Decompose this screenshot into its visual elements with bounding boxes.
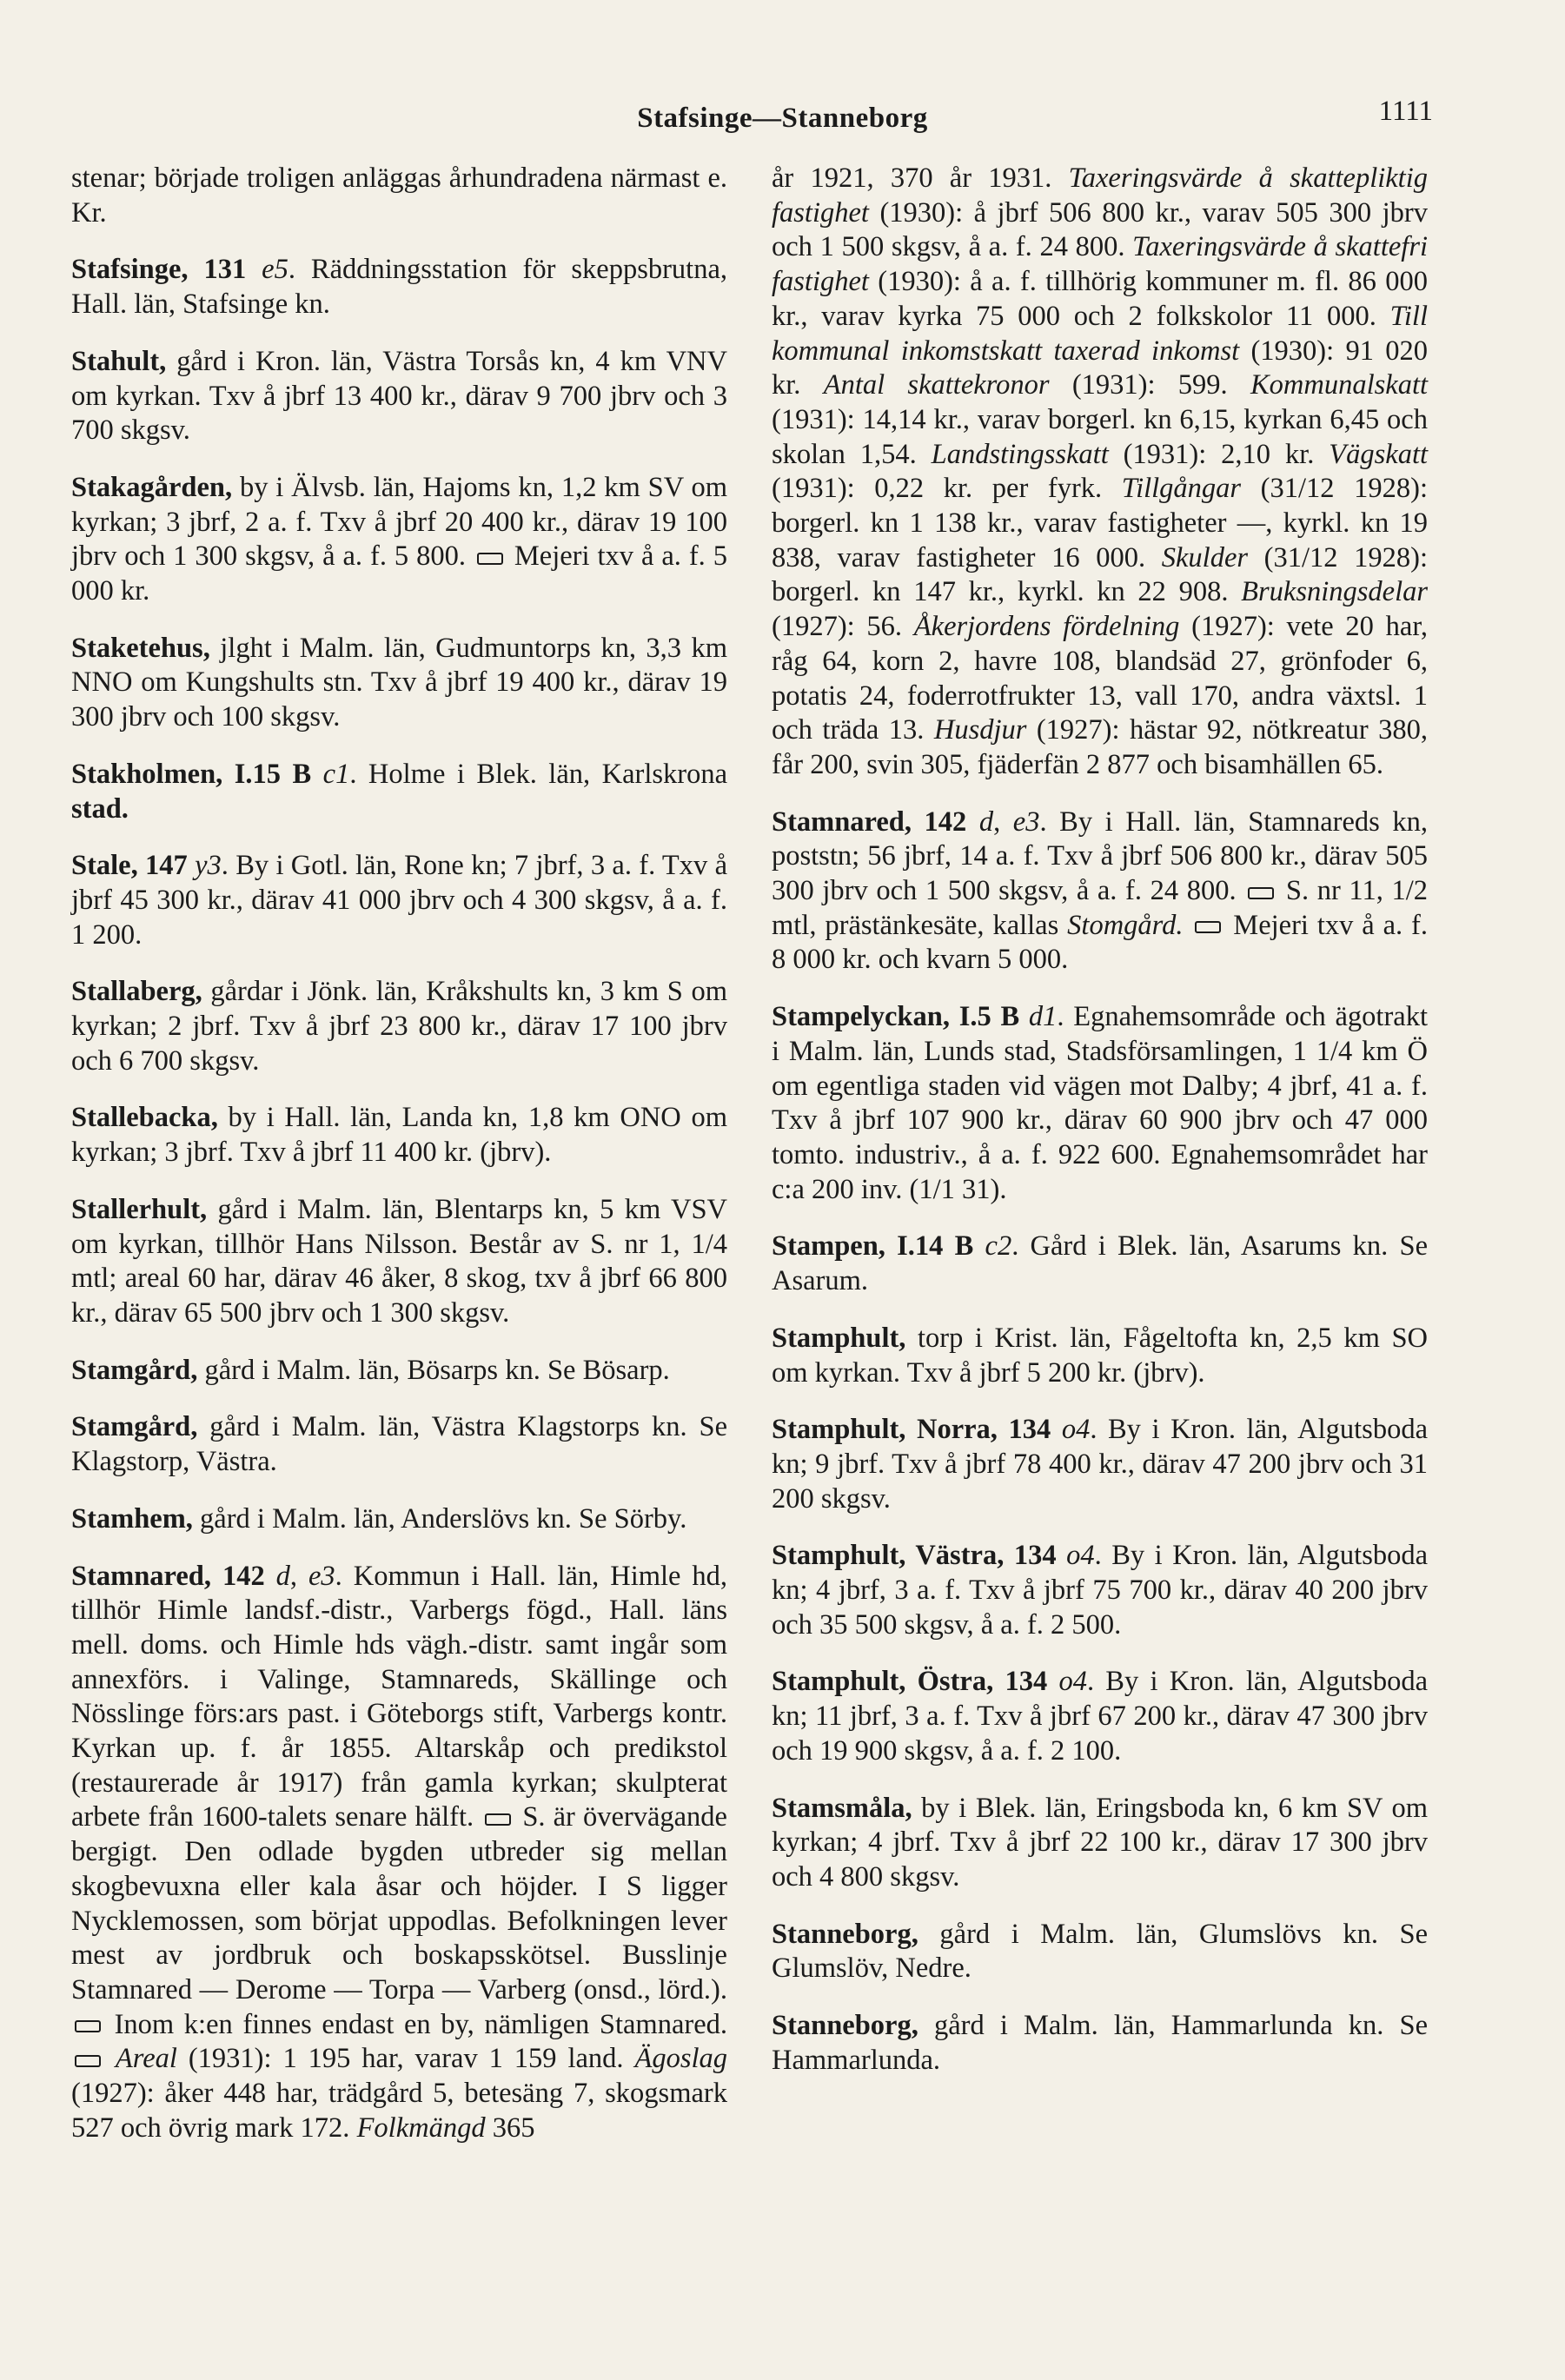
entry-headword: Stamphult, Östra, 134 (772, 1666, 1048, 1698)
section-symbol-icon (75, 2055, 101, 2067)
italic-term: c2 (985, 1230, 1012, 1263)
entry-text: (1930): å jbrf 506 800 kr., varav 505 300 jbrv och 1 500 skgsv, å a. f. 24 800. (772, 196, 1428, 263)
entry-text: gård i Malm. län, Glumslövs kn. Se Glumslöv, Nedre. (772, 1918, 1428, 1985)
entry-text: Inom k:en finnes endast en by, nämligen Stamnared. (104, 2008, 727, 2040)
gazetteer-entry (772, 1413, 1428, 1516)
entry-headword: Stamphult, Norra, 134 (772, 1414, 1051, 1446)
entry-text: . By i Hall. län, Stamnareds kn, poststn; 56 jbrf, 14 a. f. Txv å jbrf 506 800 kr., därav 505 300 jbrv och 1 500 skgsv, å a. f. 24 800. (772, 805, 1428, 907)
italic-term: Skulder (1161, 541, 1249, 573)
entry-text: (1927): hästar 92, nötkreatur 380, får 200, svin 305, fjäderfän 2 877 och bisamhällen 65. (772, 714, 1428, 780)
entry-text: (1927): vete 20 har, råg 64, korn 2, havre 108, blandsäd 27, grönfoder 6, potatis 24, foderrotfrukter 13, vall 170, andra växtsl. 1 och träda 13. (772, 611, 1428, 746)
entry-text: . Holme i Blek. län, Karlskrona (349, 758, 728, 790)
entry-text (104, 2043, 116, 2074)
running-head: Stafsinge—Stanneborg (637, 103, 928, 134)
gazetteer-entry (71, 1354, 727, 1389)
entry-headword: Stamhem, (71, 1502, 193, 1535)
right-column (772, 162, 1428, 2100)
italic-term: Folkmängd (356, 2112, 486, 2144)
entry-headword: Stallerhult, (71, 1193, 208, 1225)
italic-term: o4 (1066, 1540, 1095, 1572)
gazetteer-entry (772, 1230, 1428, 1298)
entry-headword: Stamphult, Västra, 134 (772, 1540, 1057, 1572)
entry-headword: Stanneborg, (772, 1918, 918, 1950)
gazetteer-entry (772, 1665, 1428, 1768)
entry-text: Mejeri txv å a. f. 8 000 kr. och kvarn 5 000. (772, 909, 1429, 976)
italic-term: Till kommunal inkomstskatt taxerad inkomst (772, 300, 1428, 367)
italic-term: Kommunalskatt (1250, 369, 1429, 401)
entry-text (1184, 910, 1192, 941)
entry-text: , (993, 805, 1013, 838)
entry-text: 365 (485, 2112, 535, 2144)
entry-text (1057, 1540, 1067, 1571)
italic-term: Antal skattekronor (823, 369, 1050, 401)
gazetteer-entry (772, 1918, 1428, 1986)
entry-text: jlght i Malm. län, Gudmuntorps kn, 3,3 km NNO om Kungshults stn. Txv å jbrf 19 400 kr., därav 19 300 jbrv och 100 skgsv. (71, 632, 727, 733)
entry-text (1047, 1666, 1058, 1697)
italic-term: Taxeringsvärde å skattefri fastighet (772, 231, 1428, 298)
italic-term: o4 (1061, 1414, 1091, 1446)
entry-headword: Stampelyckan, I.5 B (772, 1001, 1020, 1033)
section-symbol-icon (485, 1813, 511, 1826)
gazetteer-entry (71, 471, 727, 609)
entry-headword: Stale, 147 (71, 850, 188, 882)
entry-text: gård i Malm. län, Hammarlunda kn. Se Hammarlunda. (772, 2010, 1428, 2076)
entry-text: S. är övervägande bergigt. Den odlade bygden utbreder sig mellan skogbevuxna eller kala åsar och höjder. I S ligger Nycklemossen, som börjat uppodlas. Befolkningen lever mest av jordbruk och boskapsskötsel. Busslinje Stamnared — Derome — Torpa — Varberg (onsd., lörd.). (71, 1801, 727, 2005)
entry-text (311, 759, 322, 790)
entry-headword: stad. (71, 792, 129, 825)
entry-text: (1931): 1 195 har, varav 1 159 land. (176, 2043, 635, 2075)
gazetteer-entry (772, 1322, 1428, 1390)
entry-text: torp i Krist. län, Fågeltofta kn, 2,5 km SO om kyrkan. Txv å jbrf 5 200 kr. (jbrv). (772, 1322, 1428, 1389)
entry-text (246, 254, 262, 285)
entry-text: år 1921, 370 år 1931. (772, 162, 1069, 194)
gazetteer-entry (772, 805, 1428, 978)
entry-text: . Räddningsstation för skeppsbrutna, Hall. län, Stafsinge kn. (71, 254, 727, 321)
italic-term: Landstingsskatt (931, 438, 1109, 470)
gazetteer-entry (71, 1193, 727, 1331)
entry-text: (31/12 1928): borgerl. kn 147 kr., kyrkl. kn 22 908. (772, 541, 1428, 608)
italic-term: d (275, 1560, 290, 1592)
entry-text: (1931): 14,14 kr., varav borgerl. kn 6,15, kyrkan 6,45 och skolan 1,54. (772, 403, 1428, 470)
entry-text: Mejeri txv å a. f. 5 000 kr. (71, 540, 727, 607)
left-column (71, 162, 727, 2168)
italic-term: d1 (1028, 1001, 1058, 1033)
section-symbol-icon (477, 553, 503, 565)
italic-term: Tillgångar (1121, 473, 1242, 505)
entry-text: S. nr 11, 1/2 mtl, prästänkesäte, kallas (772, 875, 1428, 941)
entry-headword: Stanneborg, (772, 2010, 918, 2042)
italic-term: c1 (322, 758, 350, 790)
entry-text (966, 806, 979, 838)
entry-text: gård i Malm. län, Bösarps kn. Se Bösarp. (197, 1354, 670, 1386)
entry-text: (1930): å a. f. tillhörig kommuner m. fl. 86 000 kr., varav kyrka 75 000 och 2 folkskolor 11 000. (772, 266, 1428, 332)
entry-text: gård i Malm. län, Blentarps kn, 5 km VSV om kyrkan, tillhör Hans Nilsson. Består av S. nr 1, 1/4 mtl; areal 60 har, därav 46 åker, 8 skog, txv å jbrf 66 800 kr., därav 65 500 jbrv och 1 300 skgsv. (71, 1193, 727, 1329)
entry-text (973, 1230, 985, 1262)
entry-text (1051, 1414, 1062, 1445)
section-symbol-icon (1195, 921, 1221, 933)
entry-headword: Stamsmåla, (772, 1792, 912, 1824)
entry-headword: Stallaberg, (71, 976, 202, 1008)
entry-text: stenar; började troligen anläggas århundradena närmast e. Kr. (71, 162, 727, 229)
entry-headword: Stamgård, (71, 1411, 198, 1443)
italic-term: Areal (115, 2043, 177, 2075)
italic-term: Bruksningsdelar (1241, 576, 1428, 608)
gazetteer-entry (71, 975, 727, 1078)
entry-text: . By i Kron. län, Algutsboda kn; 9 jbrf. Txv å jbrf 78 400 kr., därav 47 200 jbrv och 31 200 skgsv. (772, 1414, 1429, 1515)
italic-term: e3 (308, 1560, 335, 1592)
entry-text: (31/12 1928): borgerl. kn 1 138 kr., varav fastigheter —, kyrkl. kn 19 838, varav fastigheter 16 000. (772, 473, 1428, 573)
entry-headword: Stamnared, 142 (772, 805, 967, 838)
continued-entry (772, 162, 1428, 783)
entry-text: . By i Kron. län, Algutsboda kn; 11 jbrf, 3 a. f. Txv å jbrf 67 200 kr., därav 47 300 jbrv och 19 900 skgsv, å a. f. 2 100. (772, 1666, 1428, 1767)
entry-text: (1931): 0,22 kr. per fyrk. (772, 473, 1122, 505)
entry-headword: Stamnared, 142 (71, 1560, 265, 1592)
italic-term: o4 (1058, 1666, 1087, 1698)
entry-headword: Stafsinge, 131 (71, 254, 247, 286)
italic-term: Åkerjordens fördelning (913, 611, 1180, 643)
entry-text: gårdar i Jönk. län, Kråkshults kn, 3 km S om kyrkan; 2 jbrf. Txv å jbrf 23 800 kr., därav 17 100 jbrv och 6 700 skgsv. (71, 976, 727, 1077)
continued-entry (71, 162, 727, 230)
gazetteer-entry (772, 1792, 1428, 1895)
entry-text: . By i Kron. län, Algutsboda kn; 4 jbrf, 3 a. f. Txv å jbrf 75 700 kr., därav 40 200 jbrv och 35 500 skgsv, å a. f. 2 500. (772, 1540, 1429, 1641)
entry-text (188, 850, 195, 881)
section-symbol-icon (1248, 887, 1274, 899)
gazetteer-entry (71, 758, 727, 826)
entry-text: (1930): 91 020 kr. (772, 335, 1428, 401)
entry-text: gård i Malm. län, Anderslövs kn. Se Sörby. (192, 1502, 687, 1535)
italic-term: d (978, 805, 994, 838)
gazetteer-entry (71, 345, 727, 448)
entry-text: by i Älvsb. län, Hajoms kn, 1,2 km SV om kyrkan; 3 jbrf, 2 a. f. Txv å jbrf 20 400 kr., därav 19 100 jbrv och 1 300 skgsv, å a. f. 5 800. (71, 471, 727, 573)
italic-term: y3 (195, 850, 222, 882)
gazetteer-entry (71, 1502, 727, 1537)
italic-term: Stomgård. (1067, 909, 1184, 941)
entry-text: . Gård i Blek. län, Asarums kn. Se Asarum. (772, 1230, 1429, 1297)
entry-headword: Stahult, (71, 345, 167, 377)
entry-text: by i Hall. län, Landa kn, 1,8 km ONO om kyrkan; 3 jbrf. Txv å jbrf 11 400 kr. (jbrv). (71, 1102, 727, 1169)
gazetteer-entry (71, 1101, 727, 1170)
entry-text: , (289, 1560, 308, 1592)
entry-text: gård i Malm. län, Västra Klagstorps kn. Se Klagstorp, Västra. (71, 1411, 727, 1478)
entry-text: (1931): 599. (1049, 369, 1250, 401)
entry-text (265, 1561, 276, 1592)
gazetteer-entry (71, 1410, 727, 1479)
entry-headword: Stampen, I.14 B (772, 1230, 974, 1263)
gazetteer-entry (772, 1000, 1428, 1207)
italic-term: Taxeringsvärde å skattepliktig fastighet (772, 162, 1428, 229)
gazetteer-entry (772, 2009, 1428, 2078)
gazetteer-entry (772, 1539, 1428, 1642)
entry-text: . Egnahemsområde och ägotrakt i Malm. län, Lunds stad, Stadsförsamlingen, 1 1/4 km Ö om egentliga staden vid vägen mot Dalby; 4 jbrf, 41 a. f. Txv å jbrf 107 900 kr., därav 60 900 jbrv och 47 000 tomto. industriv., å a. f. 922 600. Egnahemsområdet har c:a 200 inv. (1/1 31). (772, 1001, 1428, 1205)
entry-text: by i Blek. län, Eringsboda kn, 6 km SV om kyrkan; 4 jbrf. Txv å jbrf 22 100 kr., därav 17 300 jbrv och 4 800 skgsv. (772, 1792, 1428, 1893)
gazetteer-entry (71, 253, 727, 322)
page-number: 1111 (1378, 96, 1433, 127)
entry-text: (1927): åker 448 har, trädgård 5, betesäng 7, skogsmark 527 och övrig mark 172. (71, 2078, 727, 2144)
entry-text: (1931): 2,10 kr. (1108, 438, 1330, 470)
gazetteer-entry (71, 632, 727, 735)
entry-headword: Stakholmen, I.15 B (71, 758, 312, 790)
entry-text: . By i Gotl. län, Rone kn; 7 jbrf, 3 a. f. Txv å jbrf 45 300 kr., därav 41 000 jbrv och 4 300 skgsv, å a. f. 1 200. (71, 850, 728, 951)
italic-term: e3 (1012, 805, 1040, 838)
entry-text (1019, 1001, 1029, 1032)
entry-text: (1927): 56. (772, 611, 914, 643)
italic-term: Ägoslag (634, 2043, 727, 2075)
entry-text: . Kommun i Hall. län, Himle hd, tillhör Himle landsf.-distr., Varbergs fögd., Hall. läns mell. doms. och Himle hds vägh.-distr. samt ingår som annexförs. i Valinge, Stamnareds, Skällinge och Nösslinge förs:ars past. i Göteborgs stift, Varbergs kontr. Kyrkan up. f. år 1855. Altarskåp och predikstol (restaurerade år 1917) från gamla kyrkan; skulpterat arbete från 1600-talets senare hälft. (71, 1560, 728, 1833)
entry-headword: Stamphult, (772, 1322, 906, 1354)
entry-headword: Stakagården, (71, 471, 233, 503)
entry-headword: Staketehus, (71, 632, 210, 664)
italic-term: Vägskatt (1329, 438, 1428, 470)
section-symbol-icon (75, 2020, 101, 2032)
gazetteer-entry (71, 849, 727, 952)
entry-headword: Stallebacka, (71, 1102, 218, 1134)
italic-term: e5 (262, 254, 288, 286)
entry-text: gård i Kron. län, Västra Torsås kn, 4 km VNV om kyrkan. Txv å jbrf 13 400 kr., därav 9 700 jbrv och 3 700 skgsv. (71, 345, 727, 447)
entry-headword: Stamgård, (71, 1354, 198, 1386)
gazetteer-entry (71, 1560, 727, 2146)
italic-term: Husdjur (933, 714, 1027, 746)
